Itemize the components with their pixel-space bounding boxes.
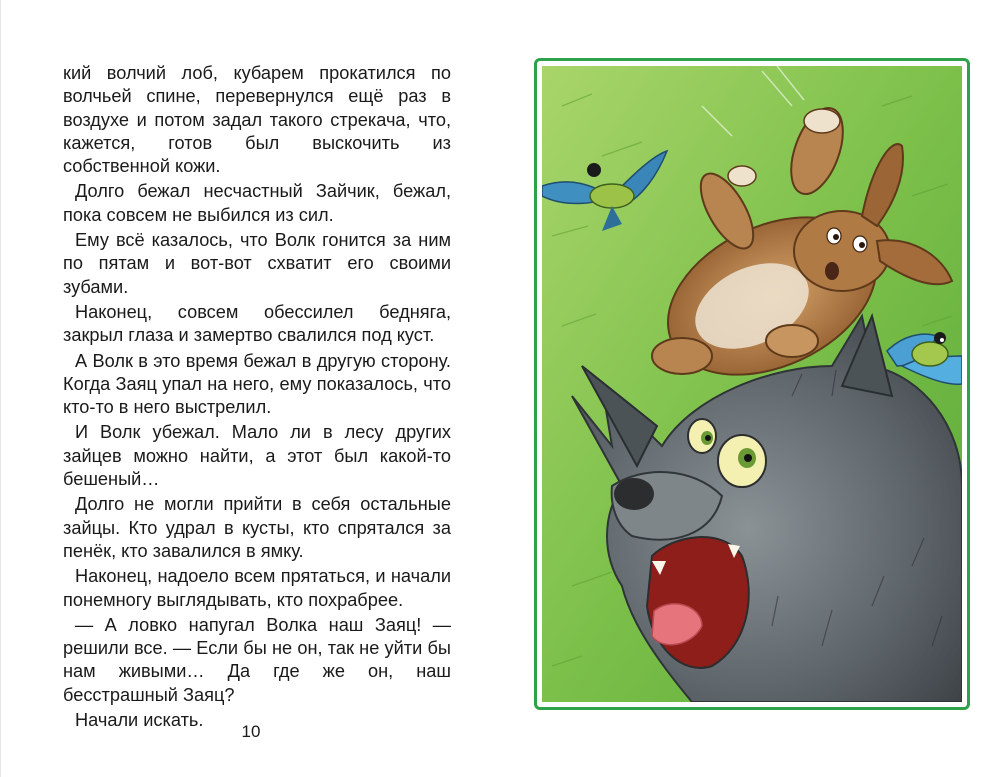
paragraph-3: Ему всё казалось, что Волк гонится за ним по пятам и вот-вот схватит его своими зубами. xyxy=(63,230,451,297)
paragraph-2: Долго бежал несчастный Зайчик, бежал, пока совсем не выбился из сил. xyxy=(63,181,451,225)
paragraph-8: Наконец, надоело всем прятаться, и начали понемногу выглядывать, кто похрабрее. xyxy=(63,566,451,610)
paragraph-5: А Волк в это время бежал в другую сторону. Когда Заяц упал на него, ему показалось, что кто-то в него выстрелил. xyxy=(63,350,451,418)
page-number: 10 xyxy=(241,722,261,741)
paragraph-10: Начали искать. xyxy=(75,710,204,731)
wolf-and-hare-illustration xyxy=(542,66,962,702)
illustration-frame xyxy=(534,58,970,710)
paragraph-1: кий волчий лоб, кубарем прокатился по волчьей спине, перевернулся ещё раз в воздухе и потом задал такого стрекача, что, кажется, готов был выскочить из собственной кожи. xyxy=(63,63,451,177)
story-text xyxy=(63,62,451,734)
paragraph-4: Наконец, совсем обессилел бедняга, закрыл глаза и замертво свалился под куст. xyxy=(63,301,451,346)
paragraph-9: — А ловко напугал Волка наш Заяц! — решили все. — Если бы не он, так не уйти бы нам живыми… Да где же он, наш бесстрашный Заяц? xyxy=(63,614,451,705)
paragraph-7: Долго не могли прийти в себя остальные зайцы. Кто удрал в кусты, кто спрятался за пенёк, кто завалился в ямку. xyxy=(63,494,451,561)
wolf-nose xyxy=(614,478,654,510)
paragraph-6: И Волк убежал. Мало ли в лесу других зайцев можно найти, а этот был какой-то бешеный… xyxy=(63,422,451,490)
